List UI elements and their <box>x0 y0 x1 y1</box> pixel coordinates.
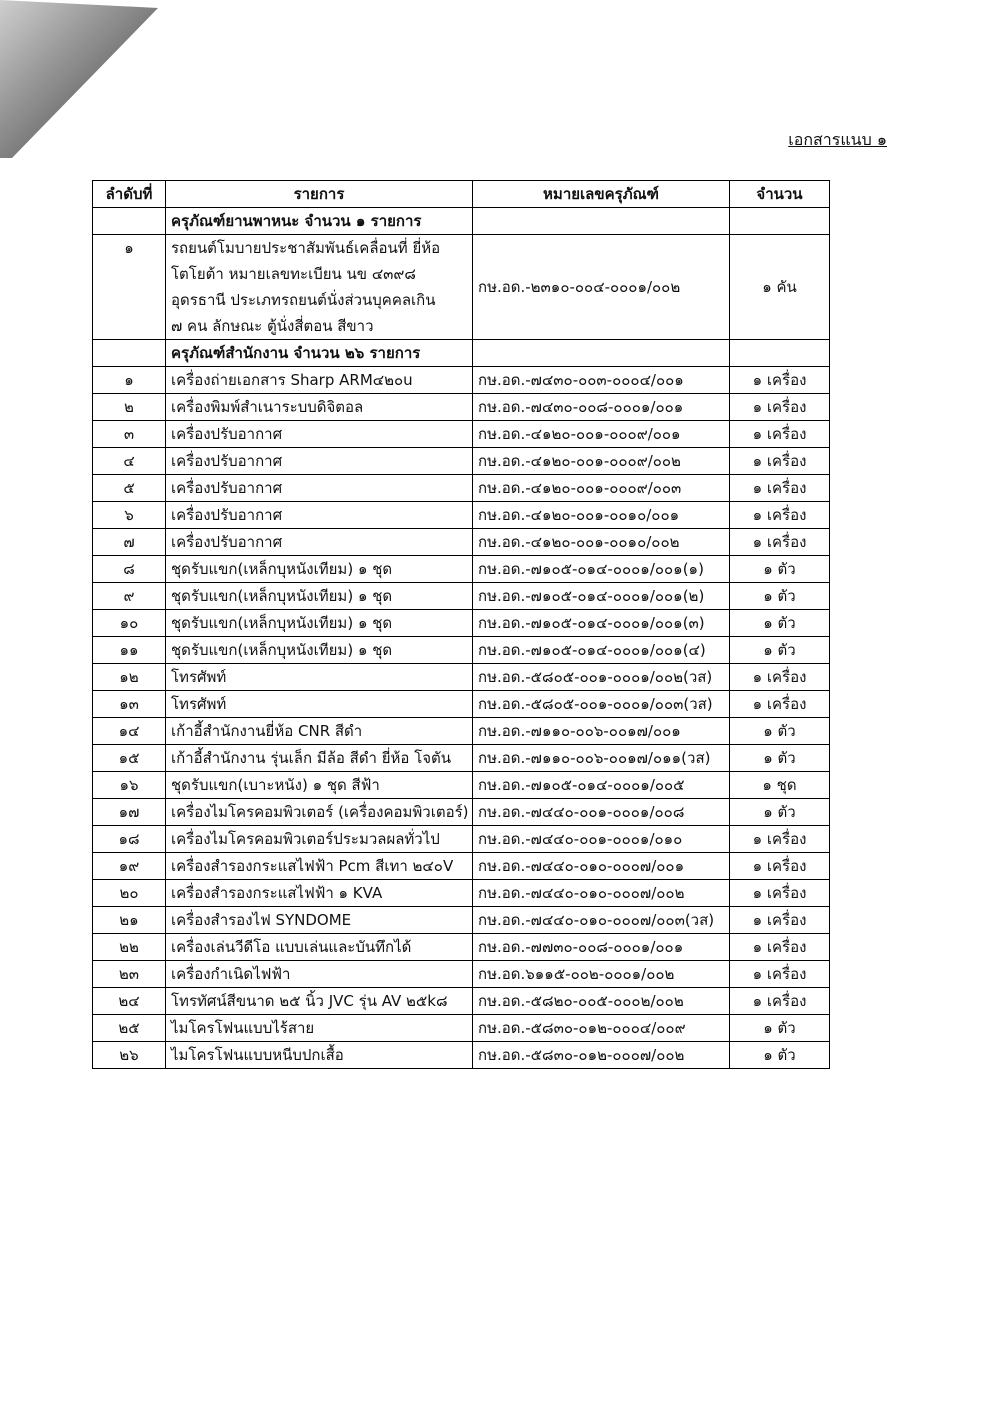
row-item: ชุดรับแขก(เหล็กบุหนังเทียม) ๑ ชุด <box>166 583 473 610</box>
row-qty: ๑ ตัว <box>730 556 830 583</box>
row-qty: ๑ ตัว <box>730 637 830 664</box>
row-code: กษ.อด.-๗๑๐๕-๐๑๔-๐๐๐๑/๐๐๑(๑) <box>473 556 730 583</box>
row-no: ๒๖ <box>93 1042 166 1069</box>
table-row <box>93 988 830 1015</box>
row-code: กษ.อด.-๕๘๐๕-๐๐๑-๐๐๐๑/๐๐๒(วส) <box>473 664 730 691</box>
header-item: รายการ <box>166 181 473 208</box>
row-item-line: รถยนต์โมบายประชาสัมพันธ์เคลื่อนที่ ยี่ห้อ <box>171 239 441 257</box>
table-row <box>93 880 830 907</box>
row-no: ๑๔ <box>93 718 166 745</box>
row-no: ๑๙ <box>93 853 166 880</box>
row-code: กษ.อด.-๕๘๒๐-๐๐๕-๐๐๐๒/๐๐๒ <box>473 988 730 1015</box>
row-code: กษ.อด.-๒๓๑๐-๐๐๔-๐๐๐๑/๐๐๒ <box>473 235 730 340</box>
row-no: ๗ <box>93 529 166 556</box>
row-code: กษ.อด.-๕๘๓๐-๐๑๒-๐๐๐๗/๐๐๒ <box>473 1042 730 1069</box>
row-code: กษ.อด.-๗๑๑๐-๐๐๖-๐๐๑๗/๐๑๑(วส) <box>473 745 730 772</box>
header-no: ลำดับที่ <box>93 181 166 208</box>
row-qty: ๑ เครื่อง <box>730 988 830 1015</box>
table-row <box>93 529 830 556</box>
row-item-line: อุดรธานี ประเภทรถยนต์นั่งส่วนบุคคลเกิน <box>171 291 436 309</box>
row-qty: ๑ ตัว <box>730 745 830 772</box>
row-code: กษ.อด.-๗๑๐๕-๐๑๔-๐๐๐๑/๐๐๑(๔) <box>473 637 730 664</box>
row-no: ๕ <box>93 475 166 502</box>
table-row <box>93 583 830 610</box>
row-qty: ๑ ตัว <box>730 799 830 826</box>
row-qty: ๑ ชุด <box>730 772 830 799</box>
row-no: ๑ <box>93 367 166 394</box>
table-row <box>93 691 830 718</box>
table-row <box>93 394 830 421</box>
section-title-office: ครุภัณฑ์สำนักงาน จำนวน ๒๖ รายการ <box>166 340 473 367</box>
section-row-office <box>93 340 830 367</box>
row-item: เครื่องกำเนิดไฟฟ้า <box>166 961 473 988</box>
inventory-table <box>92 180 830 1069</box>
row-item: ชุดรับแขก(เหล็กบุหนังเทียม) ๑ ชุด <box>166 610 473 637</box>
row-code: กษ.อด.-๕๘๓๐-๐๑๒-๐๐๐๔/๐๐๙ <box>473 1015 730 1042</box>
row-item: เก้าอี้สำนักงานยี่ห้อ CNR สีดำ <box>166 718 473 745</box>
table-row <box>93 745 830 772</box>
row-qty: ๑ เครื่อง <box>730 664 830 691</box>
row-qty: ๑ เครื่อง <box>730 421 830 448</box>
table-row <box>93 1015 830 1042</box>
row-no: ๒๒ <box>93 934 166 961</box>
table-row <box>93 475 830 502</box>
row-code: กษ.อด.-๗๑๑๐-๐๐๖-๐๐๑๗/๐๐๑ <box>473 718 730 745</box>
row-qty: ๑ เครื่อง <box>730 880 830 907</box>
row-no: ๑๘ <box>93 826 166 853</box>
row-code: กษ.อด.-๗๔๔๐-๐๑๐-๐๐๐๗/๐๐๑ <box>473 853 730 880</box>
row-qty: ๑ เครื่อง <box>730 502 830 529</box>
row-no: ๓ <box>93 421 166 448</box>
table-row <box>93 664 830 691</box>
section-row-vehicles <box>93 208 830 235</box>
row-item: เครื่องสำรองกระแสไฟฟ้า ๑ KVA <box>166 880 473 907</box>
row-no: ๑๕ <box>93 745 166 772</box>
row-item: โทรศัพท์ <box>166 691 473 718</box>
row-item: เครื่องพิมพ์สำเนาระบบดิจิตอล <box>166 394 473 421</box>
row-code: กษ.อด.-๗๑๐๕-๐๑๔-๐๐๐๑/๐๐๑(๓) <box>473 610 730 637</box>
row-qty: ๑ เครื่อง <box>730 853 830 880</box>
row-item: เครื่องปรับอากาศ <box>166 502 473 529</box>
row-qty: ๑ ตัว <box>730 1042 830 1069</box>
table-row <box>93 772 830 799</box>
row-code: กษ.อด.-๗๔๓๐-๐๐๘-๐๐๐๑/๐๐๑ <box>473 394 730 421</box>
row-item: เครื่องสำรองไฟ SYNDOME <box>166 907 473 934</box>
row-code: กษ.อด.-๔๑๒๐-๐๐๑-๐๐๐๙/๐๐๒ <box>473 448 730 475</box>
row-item: ชุดรับแขก(เบาะหนัง) ๑ ชุด สีฟ้า <box>166 772 473 799</box>
row-item: ชุดรับแขก(เหล็กบุหนังเทียม) ๑ ชุด <box>166 637 473 664</box>
row-item: เก้าอี้สำนักงาน รุ่นเล็ก มีล้อ สีดำ ยี่ห้อ โจตัน <box>166 745 473 772</box>
row-no: ๑๑ <box>93 637 166 664</box>
row-qty: ๑ เครื่อง <box>730 961 830 988</box>
row-no: ๑ <box>93 235 166 340</box>
table-header-row <box>93 181 830 208</box>
row-no: ๑๓ <box>93 691 166 718</box>
row-qty: ๑ เครื่อง <box>730 907 830 934</box>
row-item: เครื่องไมโครคอมพิวเตอร์ประมวลผลทั่วไป <box>166 826 473 853</box>
row-qty: ๑ ตัว <box>730 583 830 610</box>
row-code: กษ.อด.-๔๑๒๐-๐๐๑-๐๐๑๐/๐๐๑ <box>473 502 730 529</box>
row-item: เครื่องสำรองกระแสไฟฟ้า Pcm สีเทา ๒๔๐V <box>166 853 473 880</box>
table-row <box>93 853 830 880</box>
row-code: กษ.อด.-๕๘๐๕-๐๐๑-๐๐๐๑/๐๐๓(วส) <box>473 691 730 718</box>
table-row <box>93 367 830 394</box>
row-code: กษ.อด.-๗๗๓๐-๐๐๘-๐๐๐๑/๐๐๑ <box>473 934 730 961</box>
table-row <box>93 556 830 583</box>
row-no: ๒๕ <box>93 1015 166 1042</box>
row-no: ๑๖ <box>93 772 166 799</box>
row-no: ๒๓ <box>93 961 166 988</box>
row-qty: ๑ เครื่อง <box>730 475 830 502</box>
row-item: เครื่องถ่ายเอกสาร Sharp ARM๔๒๐u <box>166 367 473 394</box>
row-item: โทรทัศน์สีขนาด ๒๕ นิ้ว JVC รุ่น AV ๒๕k๘ <box>166 988 473 1015</box>
row-code: กษ.อด.-๔๑๒๐-๐๐๑-๐๐๐๙/๐๐๓ <box>473 475 730 502</box>
row-no: ๑๐ <box>93 610 166 637</box>
row-item <box>166 235 473 340</box>
row-code: กษ.อด.-๗๔๔๐-๐๑๐-๐๐๐๗/๐๐๓(วส) <box>473 907 730 934</box>
table-row <box>93 610 830 637</box>
row-no: ๒๐ <box>93 880 166 907</box>
table-row <box>93 502 830 529</box>
table-row <box>93 718 830 745</box>
section-title-vehicles: ครุภัณฑ์ยานพาหนะ จำนวน ๑ รายการ <box>166 208 473 235</box>
table-row <box>93 799 830 826</box>
row-code: กษ.อด.-๗๑๐๕-๐๑๔-๐๐๐๑/๐๐๕ <box>473 772 730 799</box>
row-item: ไมโครโฟนแบบไร้สาย <box>166 1015 473 1042</box>
row-item: เครื่องปรับอากาศ <box>166 421 473 448</box>
row-code: กษ.อด.-๗๑๐๕-๐๑๔-๐๐๐๑/๐๐๑(๒) <box>473 583 730 610</box>
row-code: กษ.อด.-๗๔๔๐-๐๑๐-๐๐๐๗/๐๐๒ <box>473 880 730 907</box>
row-item-line: ๗ คน ลักษณะ ตู้นั่งสี่ตอน สีขาว <box>171 317 374 335</box>
table-row <box>93 1042 830 1069</box>
row-qty: ๑ เครื่อง <box>730 691 830 718</box>
table-row <box>93 961 830 988</box>
row-no: ๒๔ <box>93 988 166 1015</box>
row-item: เครื่องปรับอากาศ <box>166 475 473 502</box>
row-no: ๙ <box>93 583 166 610</box>
header-code: หมายเลขครุภัณฑ์ <box>473 181 730 208</box>
scan-fold-corner <box>0 0 160 160</box>
row-qty: ๑ เครื่อง <box>730 934 830 961</box>
row-code: กษ.อด.-๗๔๓๐-๐๐๓-๐๐๐๔/๐๐๑ <box>473 367 730 394</box>
row-no: ๔ <box>93 448 166 475</box>
row-item: เครื่องไมโครคอมพิวเตอร์ (เครื่องคอมพิวเตอร์) <box>166 799 473 826</box>
row-code: กษ.อด.-๔๑๒๐-๐๐๑-๐๐๐๙/๐๐๑ <box>473 421 730 448</box>
attachment-label: เอกสารแนบ ๑ <box>788 130 887 149</box>
row-no: ๖ <box>93 502 166 529</box>
table-row <box>93 637 830 664</box>
row-item: เครื่องปรับอากาศ <box>166 529 473 556</box>
row-qty: ๑ เครื่อง <box>730 826 830 853</box>
row-code: กษ.อด.-๗๔๔๐-๐๐๑-๐๐๐๑/๐๑๐ <box>473 826 730 853</box>
row-item-line: โตโยต้า หมายเลขทะเบียน นข ๔๓๙๘ <box>171 265 416 283</box>
table-row <box>93 907 830 934</box>
row-qty: ๑ เครื่อง <box>730 448 830 475</box>
row-item: เครื่องปรับอากาศ <box>166 448 473 475</box>
row-qty: ๑ คัน <box>730 235 830 340</box>
row-no: ๘ <box>93 556 166 583</box>
row-code: กษ.อด.๖๑๑๕-๐๐๒-๐๐๐๑/๐๐๒ <box>473 961 730 988</box>
row-qty: ๑ เครื่อง <box>730 529 830 556</box>
row-code: กษ.อด.-๔๑๒๐-๐๐๑-๐๐๑๐/๐๐๒ <box>473 529 730 556</box>
row-qty: ๑ เครื่อง <box>730 367 830 394</box>
table-row <box>93 448 830 475</box>
row-no: ๒ <box>93 394 166 421</box>
table-row <box>93 934 830 961</box>
row-item: ไมโครโฟนแบบหนีบปกเสื้อ <box>166 1042 473 1069</box>
table-row <box>93 235 830 340</box>
row-no: ๒๑ <box>93 907 166 934</box>
row-qty: ๑ ตัว <box>730 610 830 637</box>
row-code: กษ.อด.-๗๔๔๐-๐๐๑-๐๐๐๑/๐๐๘ <box>473 799 730 826</box>
row-item: ชุดรับแขก(เหล็กบุหนังเทียม) ๑ ชุด <box>166 556 473 583</box>
row-no: ๑๒ <box>93 664 166 691</box>
row-qty: ๑ ตัว <box>730 1015 830 1042</box>
table-row <box>93 421 830 448</box>
row-item: เครื่องเล่นวีดีโอ แบบเล่นและบันทึกได้ <box>166 934 473 961</box>
row-qty: ๑ ตัว <box>730 718 830 745</box>
row-item: โทรศัพท์ <box>166 664 473 691</box>
header-qty: จำนวน <box>730 181 830 208</box>
row-qty: ๑ เครื่อง <box>730 394 830 421</box>
row-no: ๑๗ <box>93 799 166 826</box>
table-row <box>93 826 830 853</box>
